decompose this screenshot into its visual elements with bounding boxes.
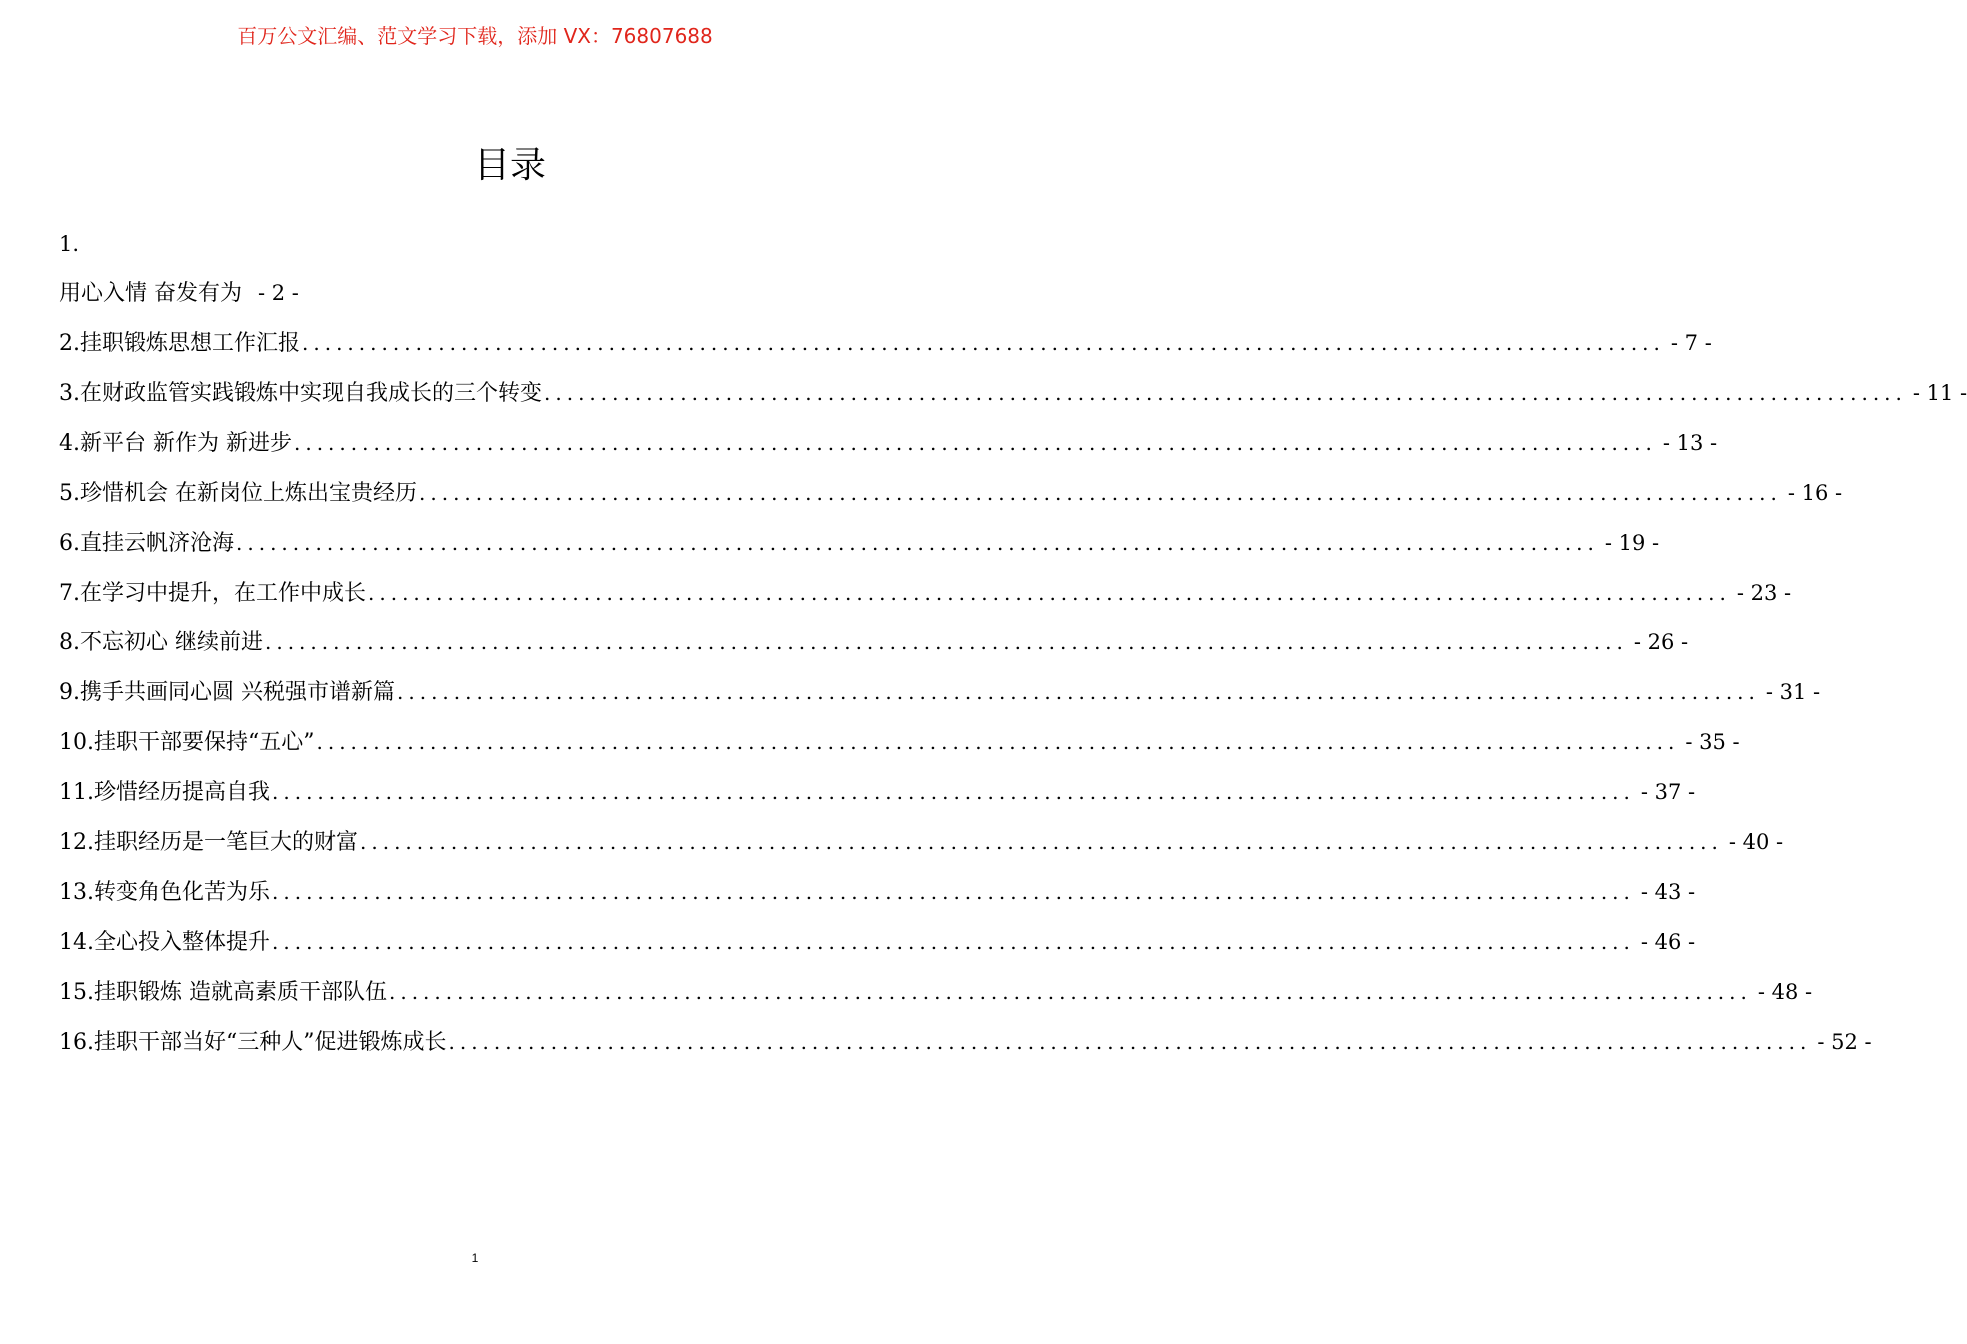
toc-entry-page: - 7 - [1670,331,1712,355]
toc-leader-dots: ........................................................................................................................ [272,930,1635,954]
toc-entry-page: - 19 - [1604,531,1660,555]
toc-entry-page: - 2 - [258,281,299,305]
toc-entry-title: 5.珍惜机会 在新岗位上炼出宝贵经历 [59,481,417,506]
toc-entry[interactable] [59,777,1696,807]
toc-leader-dots: ........................................................................................................................ [360,830,1723,854]
toc-entry-title: 13.转变角色化苦为乐 [59,880,270,905]
toc-entry[interactable] [59,677,1821,707]
toc-entry-title: 7.在学习中提升，在工作中成长 [59,581,366,606]
toc-entry-title: 16.挂职干部当好“三种人”促进锻炼成长 [59,1030,447,1055]
toc-entry-title: 8.不忘初心 继续前进 [59,630,263,655]
toc-leader-dots: ........................................................................................................................ [264,630,1628,654]
toc-entry-page: - 52 - [1817,1030,1872,1054]
toc-entry[interactable] [59,877,1696,907]
toc-entry-title: 用心入情 奋发有为 [59,281,242,306]
toc-entry-title: 3.在财政监管实践锻炼中实现自我成长的三个转变 [59,381,542,406]
toc-leader-dots: ........................................................................................................................ [448,1030,1812,1054]
toc-entry[interactable] [59,727,1740,757]
toc-entry[interactable] [59,1027,1872,1057]
toc-entry[interactable] [59,977,1813,1007]
toc-leader-dots: ........................................................................................................................ [272,780,1635,804]
toc-leader-dots: ........................................................................................................................ [236,531,1599,555]
toc-leader-dots: ........................................................................................................................ [388,980,1752,1004]
toc-entry[interactable] [59,428,1718,458]
toc-entry[interactable] [59,279,299,308]
toc-entry-title: 11.珍惜经历提高自我 [59,780,270,805]
toc-entry-page: - 35 - [1685,730,1740,754]
toc-entry-page: - 16 - [1787,481,1843,505]
toc-entry[interactable] [59,378,1967,408]
toc-entry[interactable] [59,578,1792,608]
toc-leader-dots: ........................................................................................................................ [544,381,1907,405]
toc-leader-dots: ........................................................................................................................ [419,481,1782,505]
toc-entry-page: - 11 - [1912,381,1967,405]
toc-entry-page: - 48 - [1757,980,1813,1004]
toc-leader-dots: ........................................................................................................................ [368,581,1731,605]
toc-entry-page: - 31 - [1765,680,1821,704]
header-banner: 百万公文汇编、范文学习下载，添加 VX：76807688 [237,24,713,48]
toc-entry-page: - 26 - [1633,630,1689,654]
toc-leader-dots: ........................................................................................................................ [397,680,1760,704]
toc-leader-dots: ........................................................................................................................ [293,431,1657,455]
page-number: 1 [471,1251,479,1265]
toc-entry-page: - 23 - [1736,581,1792,605]
toc-leader-dots: ........................................................................................................................ [272,880,1635,904]
toc-entry-number: 1. [59,232,80,256]
toc-entry[interactable] [59,528,1660,558]
toc-entry-page: - 46 - [1640,930,1696,954]
toc-entry[interactable] [59,478,1843,508]
toc-entry-title: 14.全心投入整体提升 [59,930,270,955]
toc-entry-page: - 13 - [1662,431,1718,455]
toc-entry-title: 2.挂职锻炼思想工作汇报 [59,331,300,356]
toc-leader-dots: ........................................................................................................................ [302,331,1665,355]
toc-entry[interactable] [59,927,1696,957]
toc-entry-page: - 43 - [1640,880,1696,904]
toc-entry-title: 9.携手共画同心圆 兴税强市谱新篇 [59,680,395,705]
toc-entry[interactable] [59,827,1784,857]
toc-entry[interactable] [59,627,1689,657]
toc-entry-page: - 40 - [1728,830,1784,854]
toc-entry-title: 6.直挂云帆济沧海 [59,531,234,556]
toc-entry[interactable] [59,328,1712,358]
toc-entry-page: - 37 - [1640,780,1696,804]
toc-entry-title: 15.挂职锻炼 造就高素质干部队伍 [59,980,387,1005]
toc-entry-title: 10.挂职干部要保持“五心” [59,730,315,755]
toc-entry-title: 12.挂职经历是一笔巨大的财富 [59,830,358,855]
toc-leader-dots: ........................................................................................................................ [316,730,1680,754]
page-title: 目录 [473,145,546,186]
toc-entry-title: 4.新平台 新作为 新进步 [59,431,292,456]
